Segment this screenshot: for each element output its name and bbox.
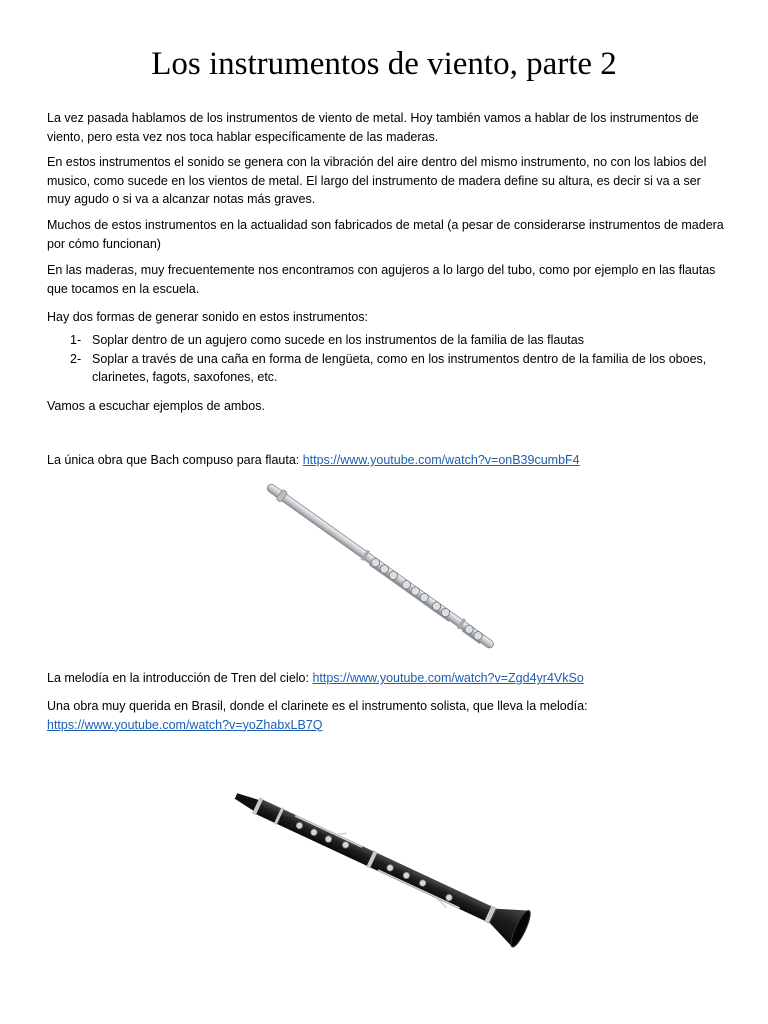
sound-methods-list	[70, 331, 720, 387]
clarinet-image	[222, 778, 552, 950]
paragraph-metal-construction: Muchos de estos instrumentos en la actualidad son fabricados de metal (a pesar de considerarse instrumentos de madera por cómo funcionan)	[47, 218, 724, 251]
example-tren-label: La melodía en la introducción de Tren del cielo:	[47, 671, 313, 685]
flute-image	[258, 476, 508, 656]
list-item-text: Soplar a través de una caña en forma de lengüeta, como en los instrumentos dentro de la familia de los oboes, clarinetes, fagots, saxofones, etc.	[92, 351, 707, 384]
paragraph-holes: En las maderas, muy frecuentemente nos encontramos con agujeros a lo largo del tubo, como por ejemplo en las flautas que tocamos en la escuela.	[47, 263, 716, 296]
example-brasil-label: Una obra muy querida en Brasil, donde el clarinete es el instrumento solista, que lleva la melodía:	[47, 699, 588, 713]
example-bach-label: La única obra que Bach compuso para flauta:	[47, 453, 303, 467]
list-item-number: 1-	[70, 333, 82, 347]
page-title: Los instrumentos de viento, parte 2	[151, 46, 617, 82]
tren-video-link[interactable]: https://www.youtube.com/watch?v=Zgd4yr4VkSo	[312, 671, 584, 685]
paragraph-two-ways: Hay dos formas de generar sonido en estos instrumentos:	[47, 310, 369, 324]
example-bach	[47, 451, 727, 470]
brasil-video-link[interactable]: https://www.youtube.com/watch?v=yoZhabxLB7Q	[47, 717, 323, 732]
example-brasil	[47, 697, 727, 734]
example-tren-del-cielo	[47, 669, 727, 688]
paragraph-sound-generation: En estos instrumentos el sonido se genera con la vibración del aire dentro del mismo instrumento, no con los labios del musico, como sucede en los vientos de metal. El largo del instrumento de madera define su altura, es decir si va a ser muy agudo o si va a alcanzar notas más graves.	[47, 155, 707, 206]
list-item-text: Soplar dentro de un agujero como sucede en los instrumentos de la familia de las flautas	[92, 333, 584, 347]
list-item	[70, 331, 720, 350]
bach-video-link[interactable]: https://www.youtube.com/watch?v=onB39cumbF4	[302, 453, 580, 467]
paragraph-intro: La vez pasada hablamos de los instrumentos de viento de metal. Hoy también vamos a hablar de los instrumentos de viento, pero esta vez nos toca hablar específicamente de las maderas.	[47, 111, 699, 144]
paragraph-listen: Vamos a escuchar ejemplos de ambos.	[47, 399, 265, 413]
list-item-number: 2-	[70, 351, 82, 366]
list-item	[70, 350, 720, 387]
